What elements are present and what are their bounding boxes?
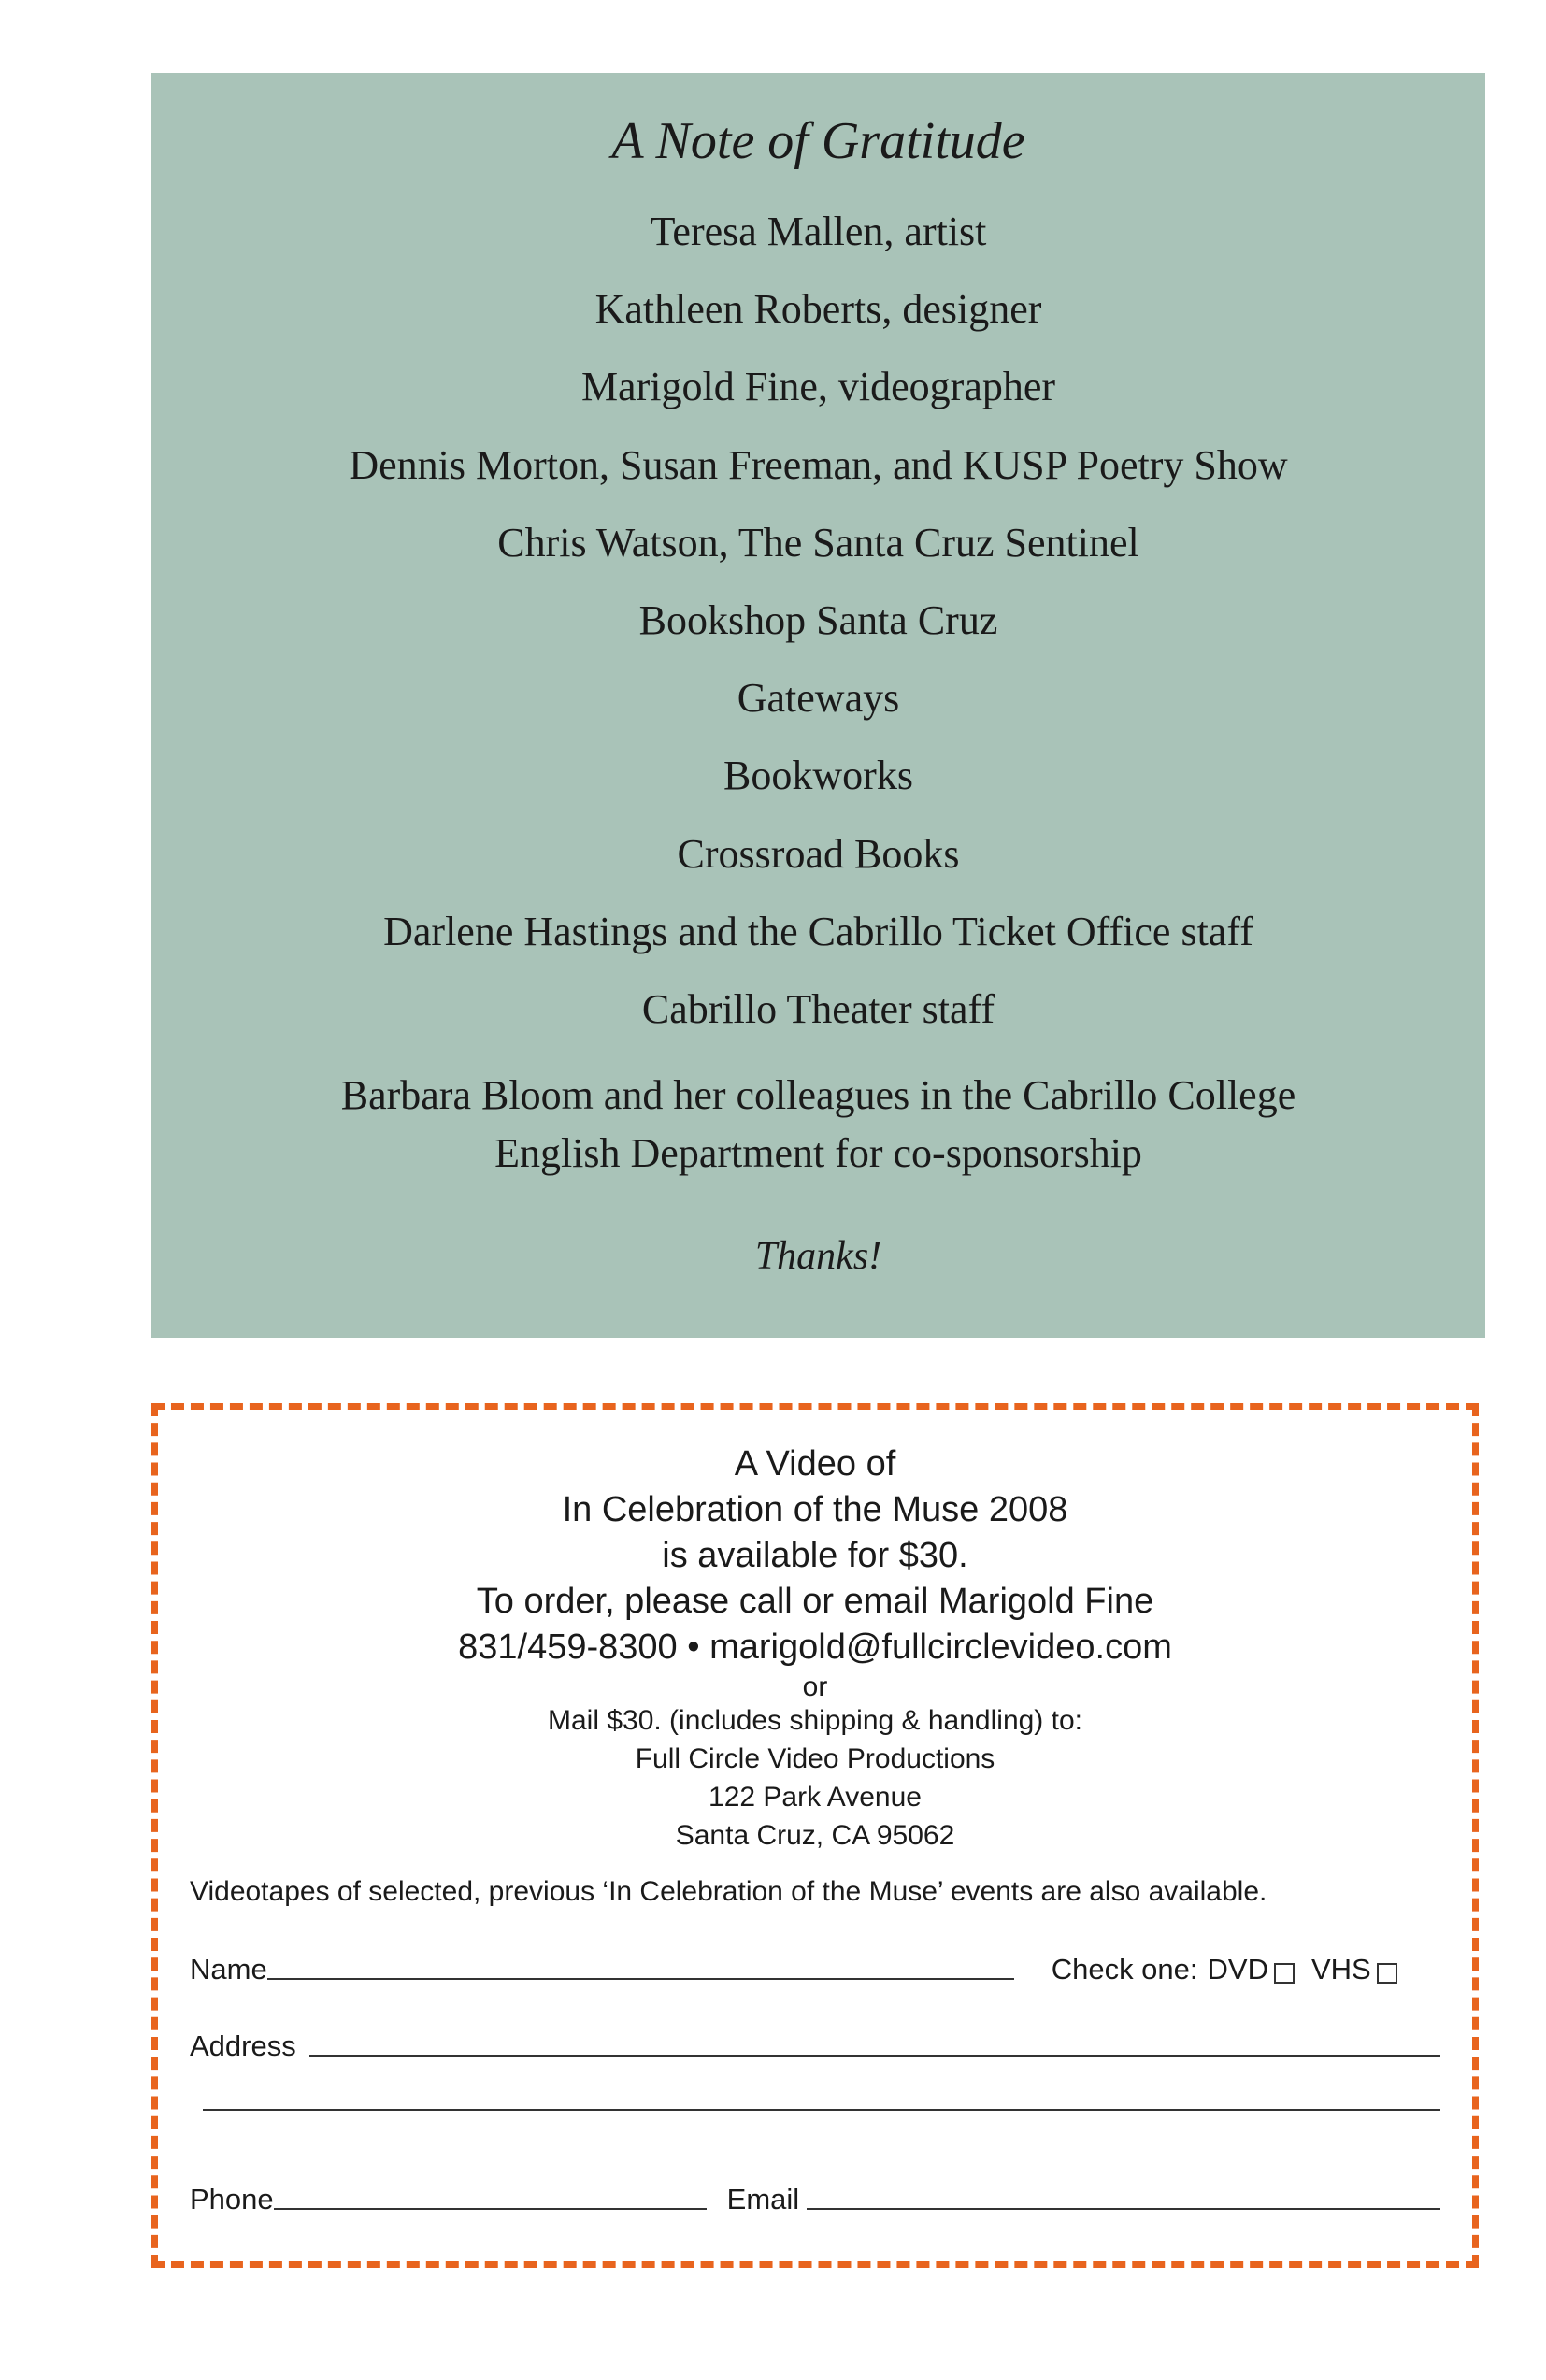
dvd-checkbox[interactable] [1274, 1963, 1295, 1984]
gratitude-title: A Note of Gratitude [611, 112, 1025, 170]
phone-label: Phone [190, 2183, 274, 2215]
heading-line: A Video of [734, 1444, 896, 1484]
phone-field[interactable] [274, 2208, 707, 2210]
name-label: Name [190, 1953, 267, 1986]
list-item: Teresa Mallen, artist [650, 208, 987, 254]
list-item: Chris Watson, The Santa Cruz Sentinel [497, 519, 1139, 566]
list-item: Gateways [737, 675, 900, 722]
list-item-line: English Department for co-sponsorship [494, 1129, 1142, 1176]
list-item: Bookworks [723, 753, 913, 799]
heading-line: To order, please call or email Marigold Fine [476, 1582, 1154, 1621]
phone-email-row [190, 2185, 1440, 2214]
mail-line: Full Circle Video Productions [635, 1743, 995, 1774]
list-item [151, 1067, 1485, 1182]
address-row [190, 2031, 1440, 2060]
address-label: Address [190, 2029, 296, 2062]
address-row-2 [203, 2109, 1440, 2115]
heading-line: is available for $30. [662, 1536, 968, 1575]
order-heading [158, 1441, 1472, 1853]
videotapes-note: Videotapes of selected, previous ‘In Celebration of the Muse’ events are also available. [190, 1876, 1267, 1907]
vhs-checkbox[interactable] [1377, 1963, 1397, 1984]
contact-line: 831/459-8300 • marigold@fullcirclevideo.com [458, 1627, 1172, 1667]
order-form-box [151, 1403, 1479, 2268]
list-item: Darlene Hastings and the Cabrillo Ticket Office staff [383, 908, 1253, 954]
vhs-label: VHS [1310, 1953, 1371, 1986]
email-label: Email [726, 2183, 800, 2215]
closing-text: Thanks! [754, 1235, 882, 1278]
thanks-list [151, 208, 1485, 1182]
mail-line: Santa Cruz, CA 95062 [675, 1820, 955, 1851]
mail-line: 122 Park Avenue [709, 1782, 922, 1813]
list-item: Crossroad Books [677, 830, 960, 877]
list-item: Kathleen Roberts, designer [594, 286, 1042, 333]
list-item: Dennis Morton, Susan Freeman, and KUSP Poetry Show [349, 441, 1288, 488]
list-item: Bookshop Santa Cruz [638, 596, 998, 643]
gratitude-panel [151, 73, 1485, 1338]
check-one-label: Check one: [1051, 1953, 1198, 1986]
list-item: Marigold Fine, videographer [580, 364, 1056, 410]
or-text: or [802, 1671, 828, 1702]
list-item: Cabrillo Theater staff [641, 985, 995, 1032]
address-field[interactable] [309, 2055, 1440, 2057]
heading-line: In Celebration of the Muse 2008 [562, 1490, 1068, 1529]
list-item-line: Barbara Bloom and her colleagues in the Cabrillo College [340, 1072, 1296, 1119]
address-field-line-2[interactable] [203, 2109, 1440, 2111]
name-field[interactable] [267, 1978, 1014, 1980]
email-field[interactable] [807, 2208, 1440, 2210]
name-row [190, 1955, 1440, 1984]
dvd-label: DVD [1207, 1953, 1268, 1986]
mail-line: Mail $30. (includes shipping & handling) to: [547, 1705, 1082, 1736]
